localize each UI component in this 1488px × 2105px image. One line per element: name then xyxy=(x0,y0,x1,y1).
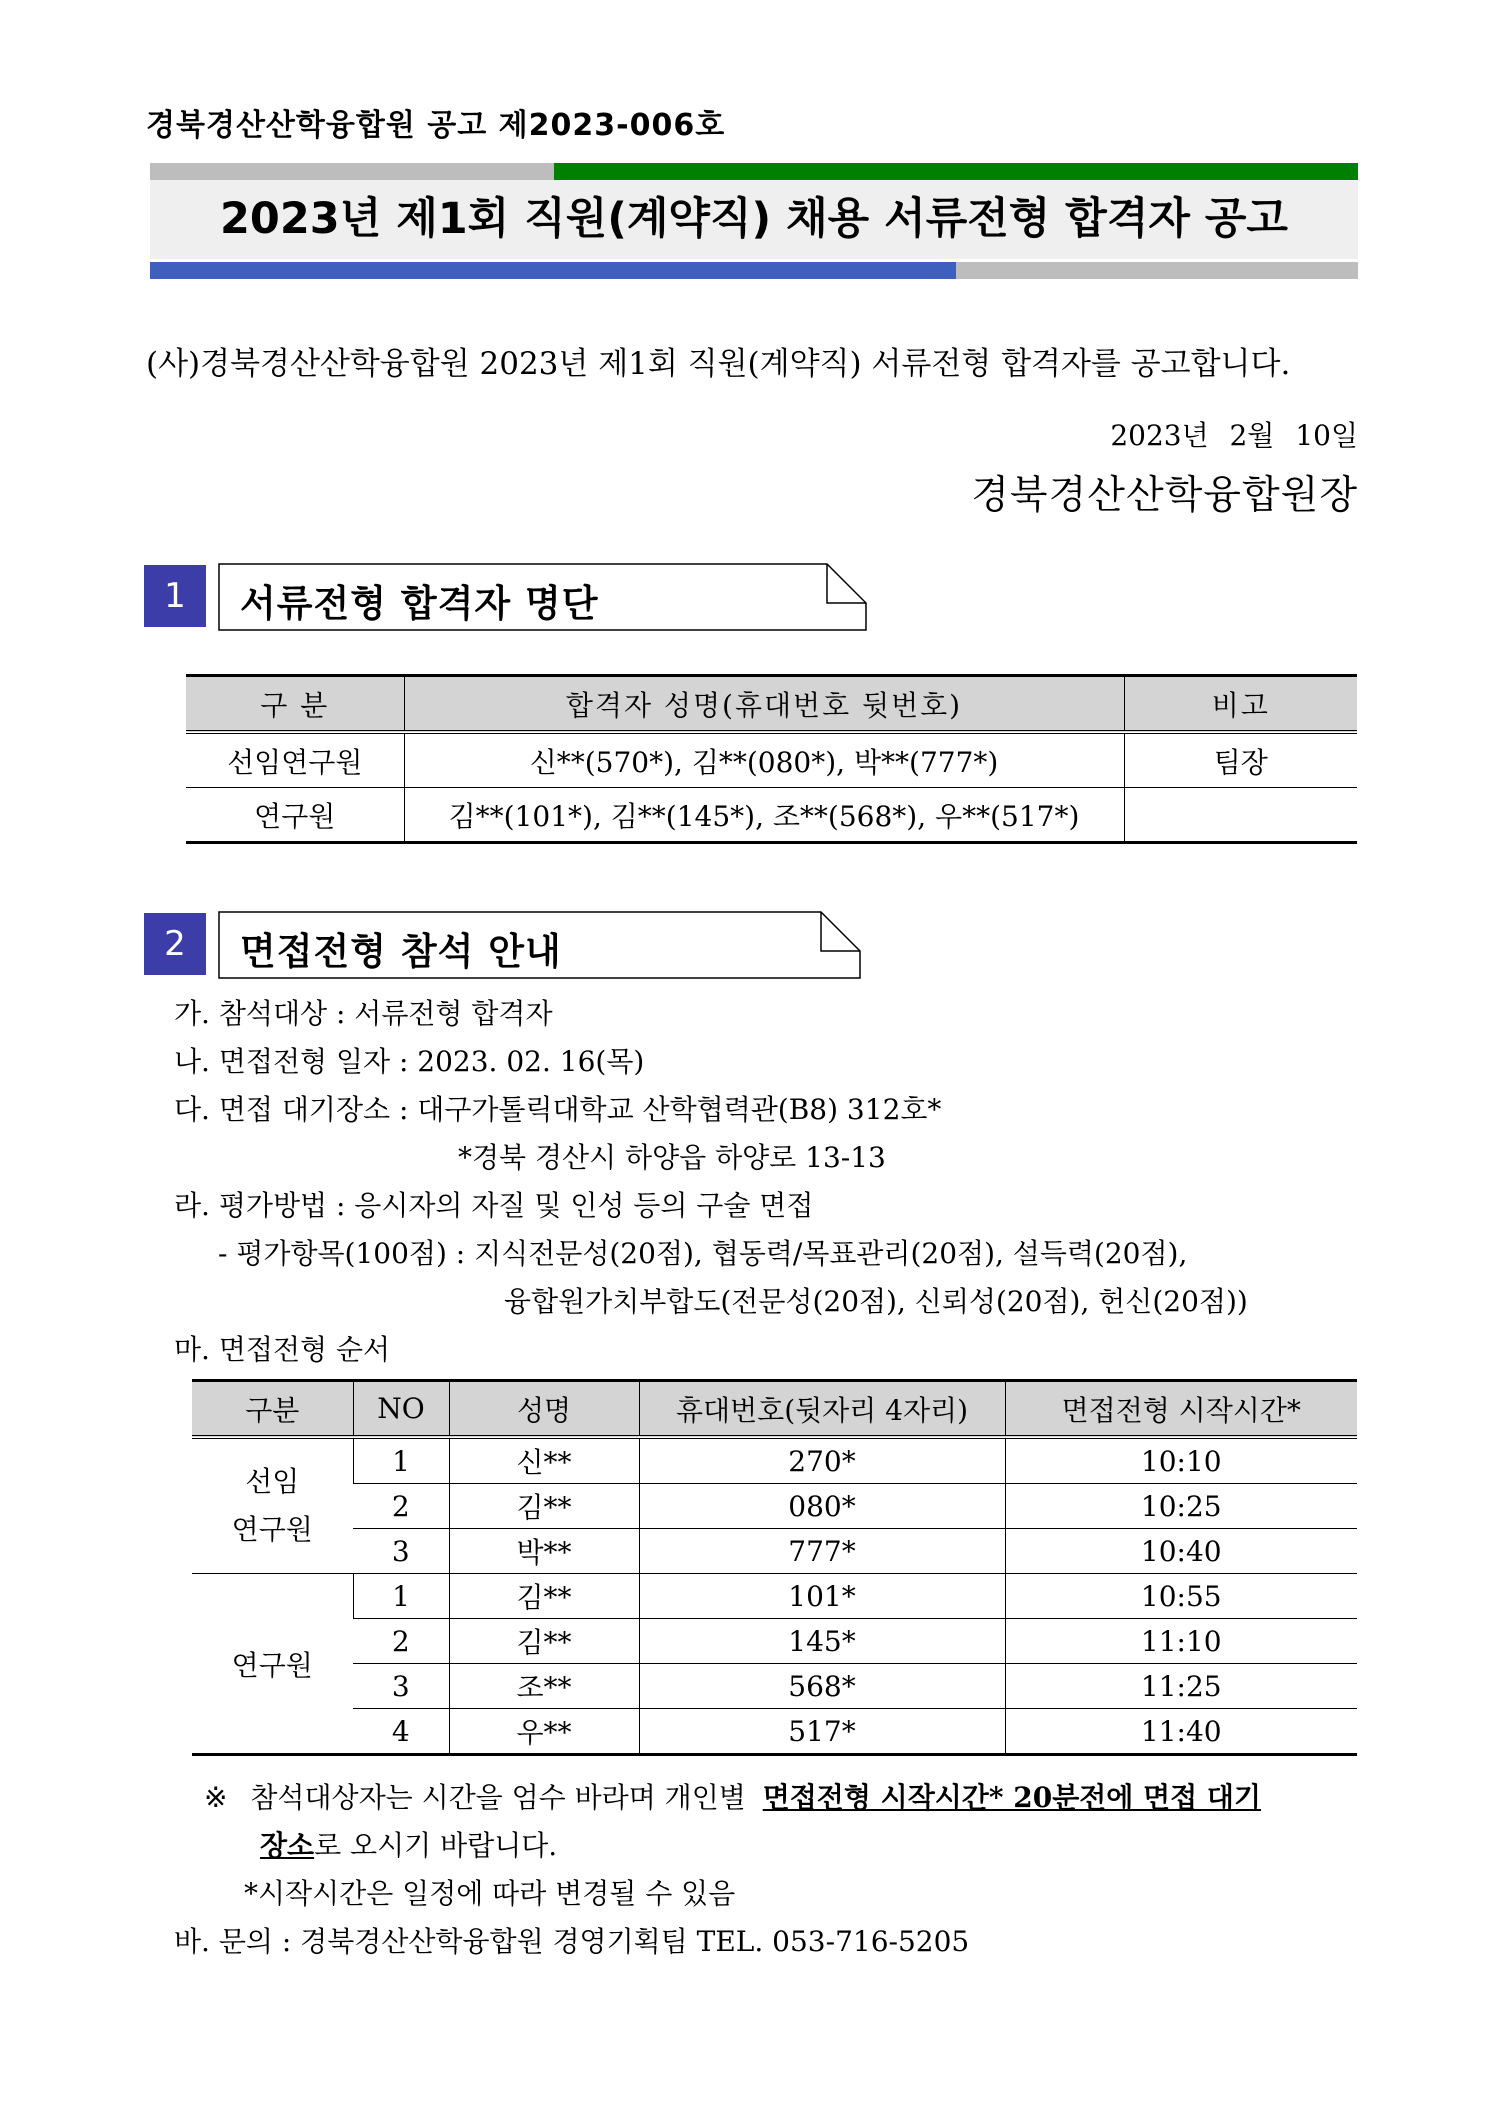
phone-cell: 101* xyxy=(639,1574,1005,1619)
group-cell-researcher xyxy=(192,1574,353,1755)
category-cell: 연구원 xyxy=(254,799,336,833)
page-title: 2023년 제1회 직원(계약직) 채용 서류전형 합격자 공고 xyxy=(220,194,1288,244)
section-1-number: 1 xyxy=(144,565,206,627)
interview-schedule-table xyxy=(192,1379,1357,1756)
names-cell: 김**(101*), 김**(145*), 조**(568*), 우**(517*) xyxy=(404,788,1124,843)
notice-date: 2023년 2월 10일 xyxy=(1110,419,1358,452)
phone-cell: 080* xyxy=(639,1484,1005,1529)
col-header-category: 구 분 xyxy=(186,676,404,733)
top-bar-green xyxy=(554,163,1358,180)
group-label: 연구원 xyxy=(231,1513,313,1546)
name-cell: 신** xyxy=(449,1437,639,1484)
phone-cell: 270* xyxy=(639,1437,1005,1484)
item-ra: 라. 평가방법 : 응시자의 자질 및 인성 등의 구술 면접 xyxy=(174,1189,814,1222)
top-bar-gray xyxy=(150,163,554,180)
bottom-bar-blue xyxy=(150,262,956,279)
contact-info: 바. 문의 : 경북경산산학융합원 경영기획팀 TEL. 053-716-5205 xyxy=(174,1925,970,1958)
note-cell: 팀장 xyxy=(1124,732,1357,788)
item-ra-criteria-1: - 평가항목(100점) : 지식전문성(20점), 협동력/목표관리(20점), 설득력(20점), xyxy=(218,1237,1188,1270)
name-cell: 김** xyxy=(449,1619,639,1664)
name-cell: 박** xyxy=(449,1529,639,1574)
section-2-title: 면접전형 참석 안내 xyxy=(240,930,562,973)
item-da: 다. 면접 대기장소 : 대구가톨릭대학교 산학협력관(B8) 312호* xyxy=(174,1093,942,1126)
time-cell: 11:40 xyxy=(1005,1709,1357,1755)
section-2-number: 2 xyxy=(144,913,206,975)
attendance-note-line2 xyxy=(260,1824,557,1864)
note-emphasis-2: 장소 xyxy=(260,1829,315,1862)
col-header-time: 면접전형 시작시간* xyxy=(1005,1381,1357,1438)
category-cell: 선임연구원 xyxy=(186,732,404,788)
table-row xyxy=(192,1437,1357,1484)
name-cell: 조** xyxy=(449,1664,639,1709)
no-cell: 1 xyxy=(353,1437,449,1484)
item-ga: 가. 참석대상 : 서류전형 합격자 xyxy=(174,997,553,1030)
table-row xyxy=(192,1529,1357,1574)
no-cell: 3 xyxy=(353,1664,449,1709)
col-header-note: 비고 xyxy=(1124,676,1357,733)
col-header-no: NO xyxy=(353,1381,449,1438)
attendance-note xyxy=(204,1776,1261,1816)
note-text: 참석대상자는 시간을 엄수 바라며 개인별 xyxy=(250,1781,746,1814)
table-row xyxy=(192,1709,1357,1755)
bottom-bar-gray xyxy=(956,262,1358,279)
table-row xyxy=(186,732,1357,788)
item-na: 나. 면접전형 일자 : 2023. 02. 16(목) xyxy=(174,1045,645,1078)
no-cell: 4 xyxy=(391,1714,410,1748)
group-label: 선임 xyxy=(245,1465,300,1498)
table-row xyxy=(186,788,1357,843)
group-cell-senior xyxy=(192,1437,353,1574)
note-cell xyxy=(1124,788,1357,843)
col-header-group: 구분 xyxy=(192,1381,353,1438)
time-cell: 10:10 xyxy=(1005,1437,1357,1484)
phone-cell: 777* xyxy=(639,1529,1005,1574)
note-emphasis: 면접전형 시작시간* 20분전에 면접 대기 xyxy=(762,1781,1262,1814)
item-ra-criteria-2: 융합원가치부합도(전문성(20점), 신뢰성(20점), 헌신(20점)) xyxy=(504,1285,1248,1318)
item-da-address: *경북 경산시 하양읍 하양로 13-13 xyxy=(458,1141,886,1174)
issuer-name: 경북경산산학융합원장 xyxy=(971,473,1358,518)
schedule-change-note: *시작시간은 일정에 따라 변경될 수 있음 xyxy=(244,1877,736,1910)
time-cell: 11:25 xyxy=(1005,1664,1357,1709)
time-cell: 10:25 xyxy=(1005,1484,1357,1529)
no-cell: 2 xyxy=(353,1619,449,1664)
table-row xyxy=(192,1574,1357,1619)
note-mark: ※ xyxy=(204,1781,228,1814)
table-row xyxy=(192,1619,1357,1664)
name-cell: 김** xyxy=(449,1574,639,1619)
col-header-phone: 휴대번호(뒷자리 4자리) xyxy=(639,1381,1005,1438)
time-cell: 11:10 xyxy=(1005,1619,1357,1664)
section-1-title: 서류전형 합격자 명단 xyxy=(240,582,599,625)
name-cell: 김** xyxy=(449,1484,639,1529)
time-cell: 10:55 xyxy=(1005,1574,1357,1619)
phone-cell: 145* xyxy=(639,1619,1005,1664)
col-header-name: 성명 xyxy=(449,1381,639,1438)
no-cell: 2 xyxy=(353,1484,449,1529)
no-cell: 1 xyxy=(353,1574,449,1619)
document-pass-table xyxy=(186,674,1357,844)
name-cell: 우** xyxy=(449,1709,639,1755)
notice-number: 경북경산산학융합원 공고 제2023-006호 xyxy=(146,108,726,143)
note-text-2: 로 오시기 바랍니다. xyxy=(314,1829,558,1862)
phone-cell: 517* xyxy=(639,1709,1005,1755)
item-ma: 마. 면접전형 순서 xyxy=(174,1333,391,1366)
table-row xyxy=(192,1664,1357,1709)
col-header-names: 합격자 성명(휴대번호 뒷번호) xyxy=(404,676,1124,733)
table-row xyxy=(192,1484,1357,1529)
names-cell: 신**(570*), 김**(080*), 박**(777*) xyxy=(404,732,1124,788)
group-label: 연구원 xyxy=(231,1648,313,1682)
phone-cell: 568* xyxy=(639,1664,1005,1709)
intro-text: (사)경북경산산학융합원 2023년 제1회 직원(계약직) 서류전형 합격자를 공고합니다. xyxy=(146,346,1291,382)
no-cell: 3 xyxy=(353,1529,449,1574)
time-cell: 10:40 xyxy=(1005,1529,1357,1574)
